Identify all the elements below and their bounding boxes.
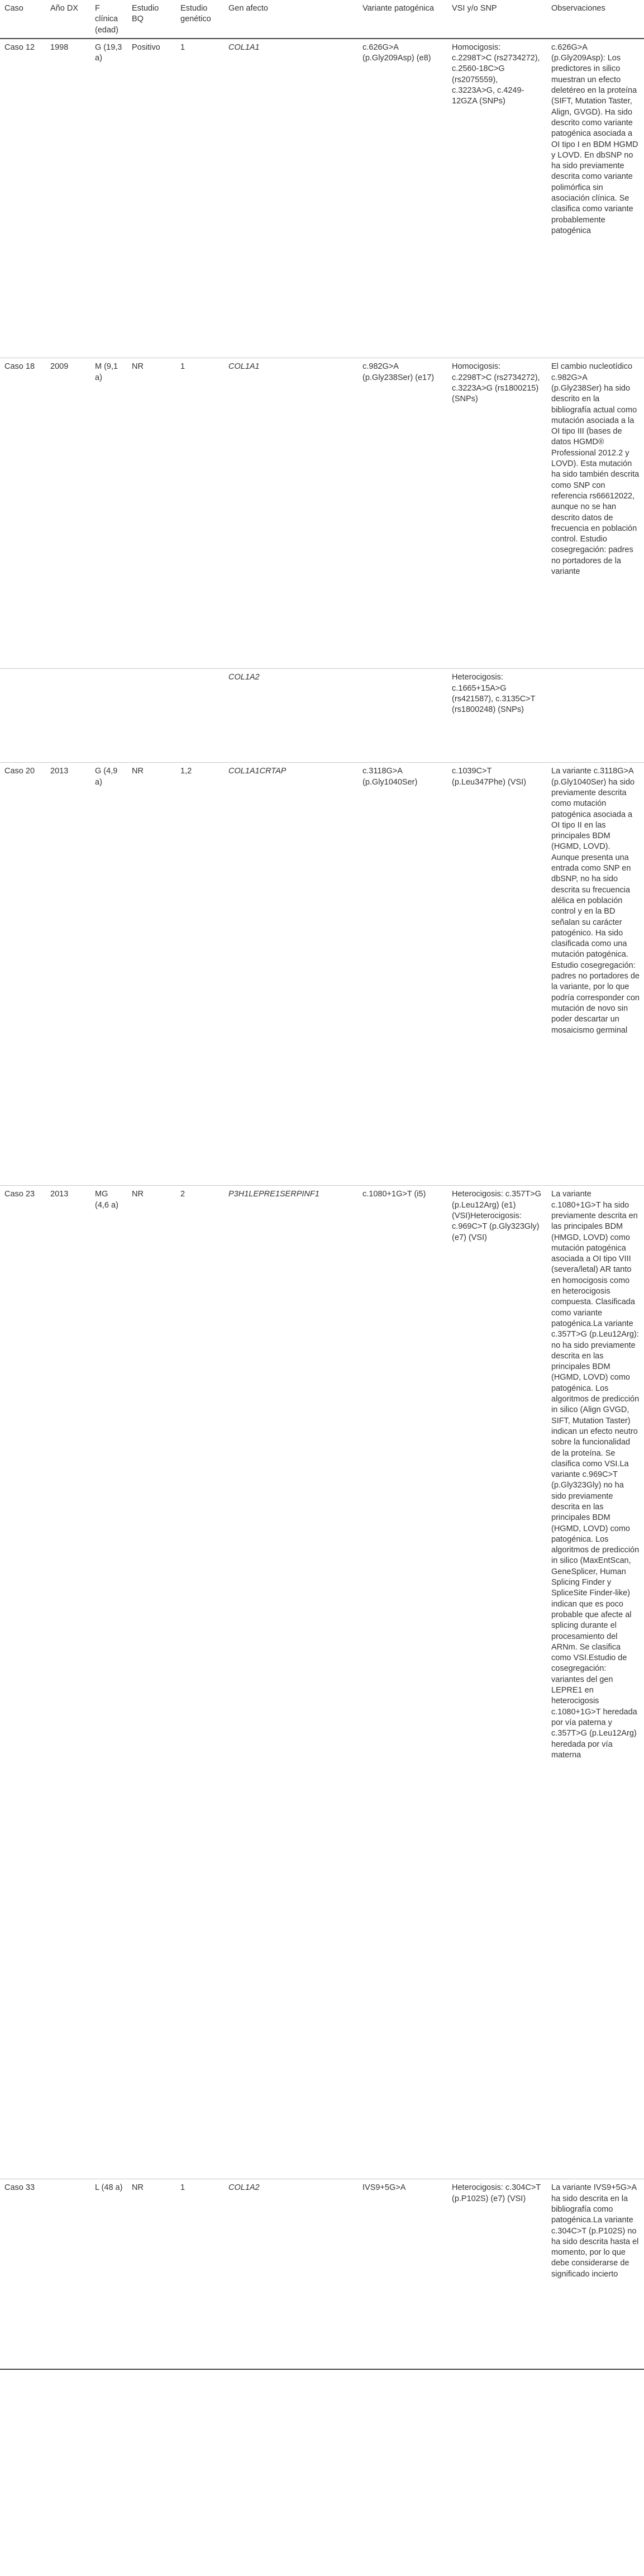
table-row [0, 763, 644, 1186]
cell-variante-patogenica [358, 669, 447, 763]
cell-estudio-genetico: 1,2 [180, 767, 192, 776]
cell-variante-patogenica: c.3118G>A (p.Gly1040Ser) [362, 767, 418, 787]
cell-variante-patogenica: c.982G>A (p.Gly238Ser) (e17) [362, 362, 435, 382]
col-header-vsi-snp: VSI y/o SNP [452, 4, 497, 13]
cell-f-clinica: M (9,1 a) [95, 362, 118, 382]
table-row [0, 39, 644, 358]
cell-vsi-snp: Heterocigosis: c.304C>T (p.P102S) (e7) (VSI) [452, 2183, 541, 2203]
cell-anio-dx [46, 2179, 90, 2369]
cell-f-clinica: L (48 a) [95, 2183, 123, 2193]
cell-estudio-bq: NR [132, 362, 144, 372]
cell-estudio-genetico: 1 [180, 2183, 185, 2193]
cell-anio-dx [46, 669, 90, 763]
cell-estudio-bq: NR [132, 2183, 144, 2193]
cell-vsi-snp: Homocigosis: c.2298T>C (rs2734272), c.2560-18C>G (rs2075559), c.3223A>G, c.4249-12GZA (SNPs) [452, 42, 540, 106]
header-row [0, 0, 644, 39]
cell-vsi-snp: Heterocigosis: c.1665+15A>G (rs421587), c.3135C>T (rs1800248) (SNPs) [452, 673, 536, 715]
cell-anio-dx: 2009 [50, 362, 69, 372]
cell-anio-dx: 2013 [50, 767, 69, 776]
cell-variante-patogenica: IVS9+5G>A [362, 2183, 406, 2193]
cell-f-clinica: G (4,9 a) [95, 767, 118, 787]
cell-estudio-genetico: 1 [180, 362, 185, 372]
cell-observaciones: c.626G>A (p.Gly209Asp): Los predictores in silico muestran un efecto deletéreo en la proteína (SIFT, Mutation Taster, Align, GVGD). Ha sido descrito como variante patogénica asociada a OI tipo I en BDM HGMD y LOVD. En dbSNP no ha sido previamente descrita como variante polimórfica sin asociación clínica. Se clasifica como variante probablemente patogénica [551, 42, 638, 235]
cell-caso: Caso 20 [4, 767, 35, 776]
cell-gen-afecto: P3H1LEPRE1SERPINF1 [228, 1190, 319, 1199]
col-header-gen-afecto: Gen afecto [228, 4, 268, 13]
cell-estudio-genetico: 1 [180, 42, 185, 52]
cell-gen-afecto: COL1A2 [228, 673, 260, 682]
cell-caso: Caso 18 [4, 362, 35, 372]
cell-observaciones: La variante c.1080+1G>T ha sido previamente descrita en las principales BDM (HMGD, LOVD) como mutación patogénica asociada a OI tipo VIII (severa/letal) AR tanto en homocigosis como en heterocigosis compuesta. Clasificada como variante patogénica.La variante c.357T>G (p.Leu12Arg): no ha sido previamente descrita en las principales BDM (HGMD, LOVD) como patogénica. Los algoritmos de predicción in silico (Align GVGD, SIFT, Mutation Taster) indican un efecto neutro sobre la funcionalidad de la proteína. Se clasifica como VSI.La variante c.969C>T (p.Gly323Gly) no ha sido previamente descrita en las principales BDM (HGMD, LOVD) como patogénica. Los algoritmos de predicción in silico (MaxEntScan, GeneSplicer, Human Splicing Finder y SpliceSite Finder-like) indican que es poco probable que afecte al splicing durante el procesamiento del ARNm. Se clasifica como VSI.Estudio de cosegregación: variantes del gen LEPRE1 en heterocigosis c.1080+1G>T heredada por vía paterna y c.357T>G (p.Leu12Arg) heredada por vía materna [551, 1190, 640, 1760]
cell-vsi-snp: c.1039C>T (p.Leu347Phe) (VSI) [452, 767, 526, 787]
cell-gen-afecto: COL1A1 [228, 362, 260, 372]
cell-estudio-genetico [176, 669, 224, 763]
cell-caso: Caso 33 [4, 2183, 35, 2193]
col-header-estudio-bq: Estudio BQ [132, 4, 159, 24]
cell-gen-afecto: COL1A2 [228, 2183, 260, 2193]
cell-anio-dx: 2013 [50, 1190, 69, 1199]
table-header [0, 0, 644, 39]
cell-estudio-bq [127, 669, 176, 763]
table-row [0, 1186, 644, 2179]
cell-f-clinica: MG (4,6 a) [95, 1190, 118, 1210]
cell-caso: Caso 12 [4, 42, 35, 52]
col-header-variante-patogenica: Variante patogénica [362, 4, 434, 13]
col-header-f-clinica: F clínica (edad) [95, 4, 118, 35]
cell-f-clinica: G (19,3 a) [95, 42, 122, 63]
col-header-anio-dx: Año DX [50, 4, 78, 13]
table-row [0, 358, 644, 669]
cell-estudio-bq: NR [132, 1190, 144, 1199]
cell-vsi-snp: Homocigosis: c.2298T>C (rs2734272), c.3223A>G (rs1800215) (SNPs) [452, 362, 540, 404]
cell-gen-afecto: COL1A1 [228, 42, 260, 52]
cell-variante-patogenica: c.626G>A (p.Gly209Asp) (e8) [362, 42, 431, 63]
cell-estudio-bq: Positivo [132, 42, 160, 52]
table-body [0, 39, 644, 2369]
cell-caso [0, 669, 46, 763]
cell-anio-dx: 1998 [50, 42, 69, 52]
cell-observaciones [547, 669, 644, 763]
cell-variante-patogenica: c.1080+1G>T (i5) [362, 1190, 426, 1199]
cell-f-clinica [90, 669, 127, 763]
cell-caso: Caso 23 [4, 1190, 35, 1199]
cell-observaciones: El cambio nucleotídico c.982G>A (p.Gly238Ser) ha sido descrito en la bibliografía actual como mutación asociada a la OI tipo III (bases de datos HGMD® Professional 2012.2 y LOVD). Esta mutación ha sido también descrita como SNP con referencia rs66612022, aunque no se han descrito datos de frecuencia en población control. Estudio cosegregación: padres no portadores de la variante [551, 362, 640, 577]
table-row [0, 2179, 644, 2369]
cell-estudio-bq: NR [132, 767, 144, 776]
col-header-observaciones: Observaciones [551, 4, 605, 13]
table-row [0, 669, 644, 763]
col-header-caso: Caso [4, 4, 23, 13]
cell-observaciones: La variante c.3118G>A (p.Gly1040Ser) ha sido previamente descrita como mutación patogénica asociada a OI tipo II en las principales BDM (HGMD, LOVD). Aunque presenta una entrada como SNP en dbSNP, no ha sido descrita su frecuencia alélica en población control y en la BD señalan su carácter patogénico. Ha sido clasificada como una mutación patogénica. Estudio cosegregación: padres no portadores de la variante, por lo que podría corresponder con mutación de novo sin poder descartar un mosaicismo germinal [551, 767, 640, 1035]
cell-gen-afecto: COL1A1CRTAP [228, 767, 287, 776]
cell-vsi-snp: Heterocigosis: c.357T>G (p.Leu12Arg) (e1) (VSI)Heterocigosis: c.969C>T (p.Gly323Gly) (e7) (VSI) [452, 1190, 541, 1242]
col-header-estudio-genetico: Estudio genético [180, 4, 211, 24]
cell-observaciones: La variante IVS9+5G>A ha sido descrita en la bibliografía como patogénica.La variante c.304C>T (p.P102S) no ha sido descrita hasta el momento, por lo que debe considerarse de significado incierto [551, 2183, 639, 2279]
cell-estudio-genetico: 2 [180, 1190, 185, 1199]
